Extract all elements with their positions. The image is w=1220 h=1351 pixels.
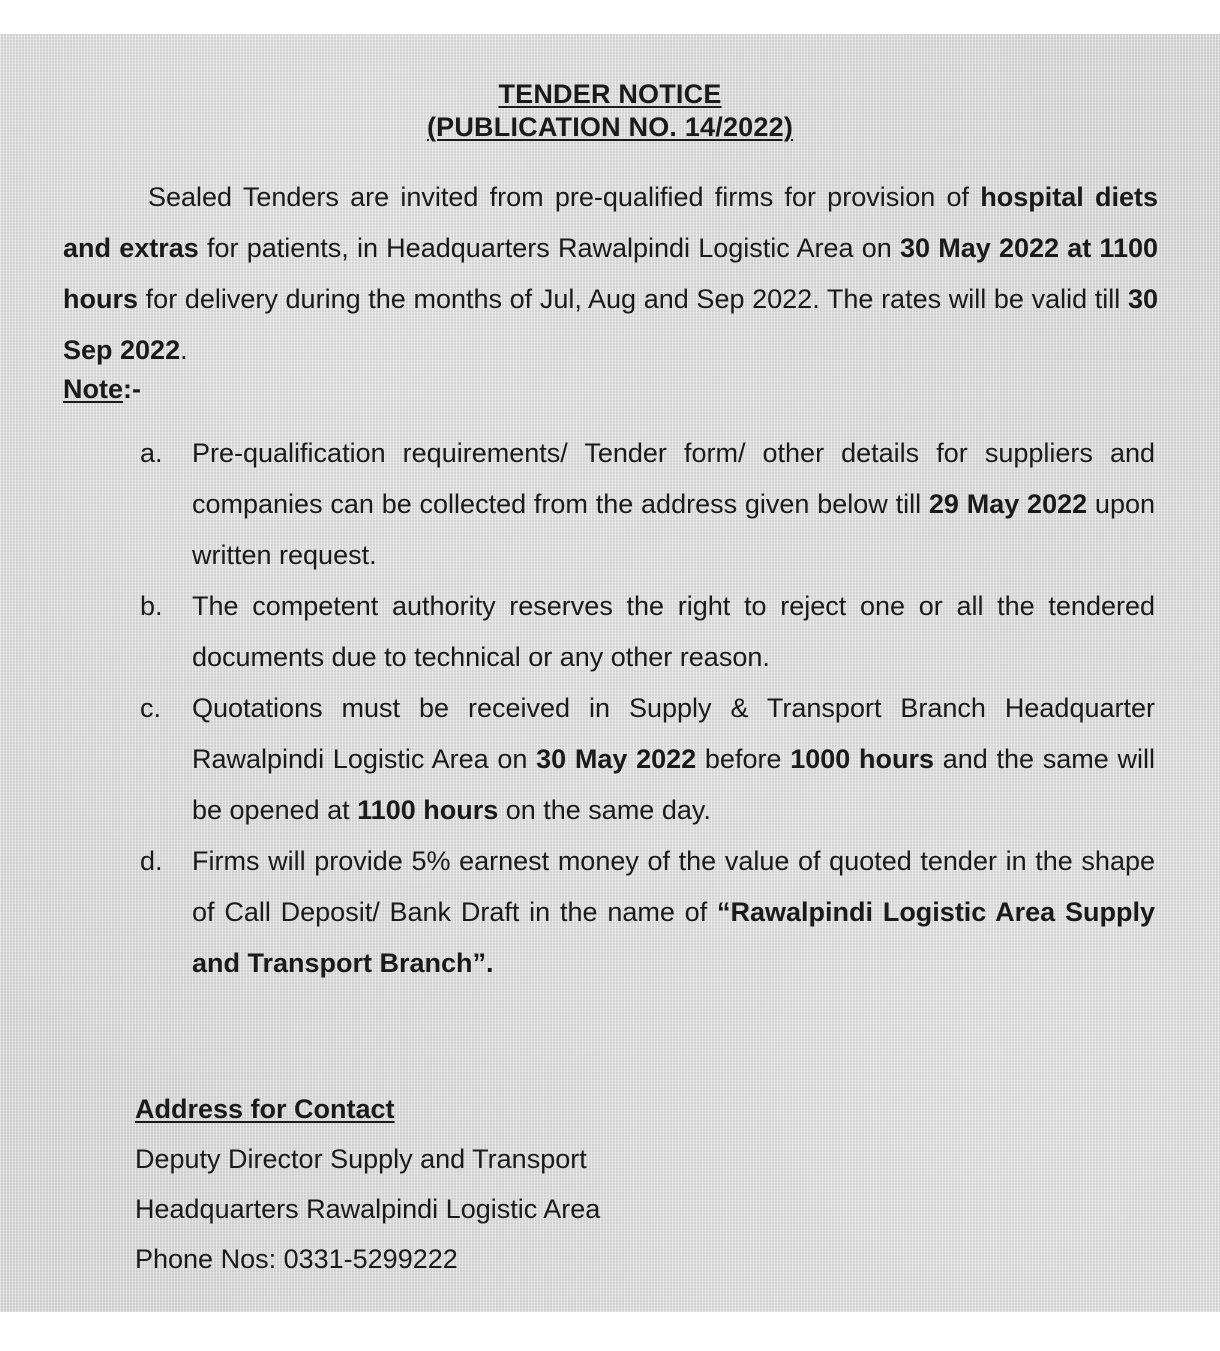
contact-line-office: Headquarters Rawalpindi Logistic Area (135, 1194, 601, 1224)
note-marker: c. (140, 693, 162, 723)
note-item-d (140, 836, 1155, 989)
contact-heading: Address for Contact (135, 1094, 395, 1124)
contact-line-designation: Deputy Director Supply and Transport (135, 1144, 587, 1174)
title-publication-number: (PUBLICATION NO. 14/2022) (426, 112, 794, 142)
note-item-a (140, 428, 1155, 581)
intro-text-2: for patients, in Headquarters Rawalpindi Logistic Area on (198, 233, 900, 263)
intro-text-1: Sealed Tenders are invited from pre-qualified firms for provision of (148, 182, 981, 212)
note-text: before (696, 744, 791, 774)
note-text: The competent authority reserves the right to reject one or all the tendered documents due to technical or any other reason. (192, 591, 1155, 672)
note-label-suffix: :- (123, 374, 141, 404)
note-marker: d. (140, 846, 163, 876)
note-text: and the same will be opened at (192, 744, 1156, 825)
title-block (0, 78, 1220, 144)
intro-paragraph (63, 172, 1158, 376)
intro-bold-hospital-diets: hospital diets and extras (63, 182, 1158, 263)
note-marker: a. (140, 438, 163, 468)
note-text: upon written request. (192, 489, 1155, 570)
title-tender-notice: TENDER NOTICE (498, 79, 722, 109)
note-marker: b. (140, 591, 163, 621)
note-bold-date: 29 May 2022 (928, 489, 1088, 519)
note-item-b (140, 581, 1155, 683)
note-text: Pre-qualification requirements/ Tender form/ other details for suppliers and companies can be collected from the address given below till (192, 438, 1155, 519)
intro-bold-date-time: 30 May 2022 at 1100 hours (63, 233, 1158, 314)
note-bold-time: 1100 hours (357, 795, 499, 825)
note-bold-time: 1000 hours (790, 744, 934, 774)
note-text: Quotations must be received in Supply & Transport Branch Headquarter Rawalpindi Logistic Area on (192, 693, 1155, 774)
note-text: on the same day. (498, 795, 711, 825)
note-bold-payee-name: “Rawalpindi Logistic Area Supply and Transport Branch”. (192, 897, 1155, 978)
note-bold-date: 30 May 2022 (536, 744, 697, 774)
intro-text-3: for delivery during the months of Jul, Aug and Sep 2022. The rates will be valid till (138, 284, 1128, 314)
intro-bold-valid-till: 30 Sep 2022 (63, 284, 1158, 365)
note-text: Firms will provide 5% earnest money of the value of quoted tender in the shape of Call Deposit/ Bank Draft in the name of (192, 846, 1155, 927)
contact-block (135, 1084, 600, 1284)
note-label (63, 372, 141, 406)
notes-list (140, 428, 1155, 989)
note-label-text: Note (63, 374, 123, 404)
contact-line-phone: Phone Nos: 0331-5299222 (135, 1244, 458, 1274)
intro-text-4: . (180, 335, 188, 365)
note-item-c (140, 683, 1155, 836)
